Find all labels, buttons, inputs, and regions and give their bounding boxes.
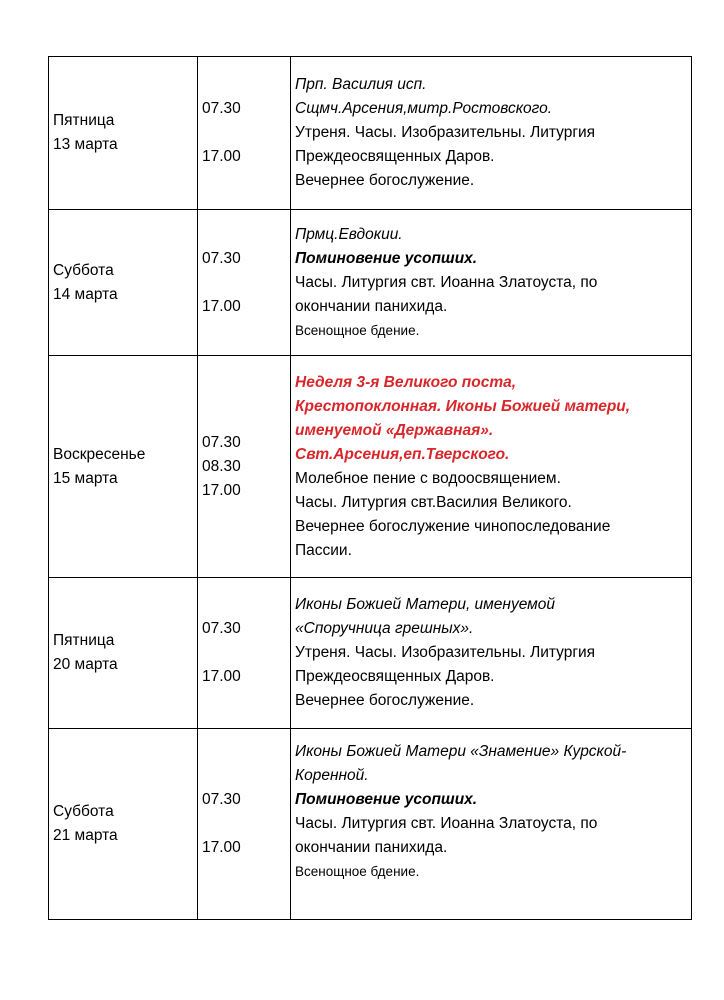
day-cell [49, 210, 198, 356]
service-description-line: Преждеосвященных Даров. [295, 148, 495, 165]
service-description-line: Сщмч.Арсения,митр.Ростовского. [295, 100, 553, 117]
service-time [202, 121, 290, 145]
schedule-row [49, 356, 692, 578]
date-label: 13 марта [53, 136, 118, 153]
service-time [202, 812, 290, 836]
service-time [202, 641, 290, 665]
schedule-row [49, 729, 692, 920]
service-description-line: Часы. Литургия свт.Василия Великого. [295, 493, 572, 511]
service-time: 08.30 [202, 457, 241, 475]
service-description-cell [291, 729, 692, 920]
time-cell [198, 57, 291, 210]
service-description-line: Неделя 3-я Великого поста, [295, 373, 517, 391]
date-label: 14 марта [53, 285, 118, 303]
service-description-line: Всенощное бдение. [295, 322, 420, 338]
time-cell [198, 729, 291, 920]
schedule-table [48, 56, 692, 920]
weekday-label: Суббота [53, 261, 114, 279]
service-description-line: Иконы Божией Матери, именуемой [295, 596, 556, 613]
date-label: 21 марта [53, 827, 118, 844]
service-description-line: Иконы Божией Матери «Знамение» Курской- [295, 743, 627, 760]
service-time: 17.00 [202, 668, 241, 685]
schedule-row [49, 57, 692, 210]
weekday-label: Пятница [53, 632, 115, 649]
weekday-label: Суббота [53, 803, 114, 820]
day-cell [49, 57, 198, 210]
service-description-cell [291, 356, 692, 578]
service-time: 07.30 [202, 100, 241, 117]
service-description-line: Вечернее богослужение чинопоследование [295, 517, 611, 535]
service-time: 17.00 [202, 481, 241, 499]
date-label: 15 марта [53, 469, 118, 487]
weekday-label: Воскресенье [53, 445, 146, 463]
service-description-line: Молебное пение с водоосвящением. [295, 469, 561, 487]
service-description-line: Утреня. Часы. Изобразительны. Литургия [295, 644, 596, 661]
service-time: 17.00 [202, 148, 241, 165]
service-description-line: Крестопоклонная. Иконы Божией матери, [295, 397, 631, 415]
service-time: 17.00 [202, 297, 241, 315]
weekday-label: Пятница [53, 112, 115, 129]
service-description-line [295, 884, 687, 908]
service-description-line: Вечернее богослужение. [295, 692, 475, 709]
schedule-body [49, 57, 692, 920]
day-cell [49, 578, 198, 729]
service-description-line: Вечернее богослужение. [295, 172, 475, 189]
date-label: 20 марта [53, 656, 118, 673]
service-description-line: окончании панихида. [295, 839, 448, 856]
time-cell [198, 356, 291, 578]
service-description-cell [291, 578, 692, 729]
service-description-line: окончании панихида. [295, 297, 448, 315]
service-time: 07.30 [202, 791, 241, 808]
service-description-cell [291, 210, 692, 356]
time-cell [198, 578, 291, 729]
service-description-line: Утреня. Часы. Изобразительны. Литургия [295, 124, 596, 141]
service-description-line: Поминовение усопших. [295, 249, 478, 267]
service-description-line: Часы. Литургия свт. Иоанна Златоуста, по [295, 273, 598, 291]
day-cell [49, 729, 198, 920]
service-description-line: Прп. Василия исп. [295, 76, 427, 93]
service-description-line: Прмц.Евдокии. [295, 225, 403, 243]
schedule-row [49, 578, 692, 729]
time-cell [198, 210, 291, 356]
service-description-line: Часы. Литургия свт. Иоанна Златоуста, по [295, 815, 598, 832]
service-description-line: Всенощное бдение. [295, 864, 420, 879]
service-time: 17.00 [202, 839, 241, 856]
service-description-line: Преждеосвященных Даров. [295, 668, 495, 685]
day-cell [49, 356, 198, 578]
service-time: 07.30 [202, 620, 241, 637]
service-description-cell [291, 57, 692, 210]
service-description-line: Пассии. [295, 541, 352, 559]
service-description-line: Свт.Арсения,еп.Тверского. [295, 445, 510, 463]
service-description-line: именуемой «Державная». [295, 421, 494, 439]
service-time: 07.30 [202, 433, 241, 451]
service-description-line: Поминовение усопших. [295, 791, 478, 808]
service-description-line: Коренной. [295, 767, 369, 784]
service-time [202, 271, 290, 295]
service-description-line: «Споручница грешных». [295, 620, 474, 637]
service-time: 07.30 [202, 249, 241, 267]
schedule-row [49, 210, 692, 356]
